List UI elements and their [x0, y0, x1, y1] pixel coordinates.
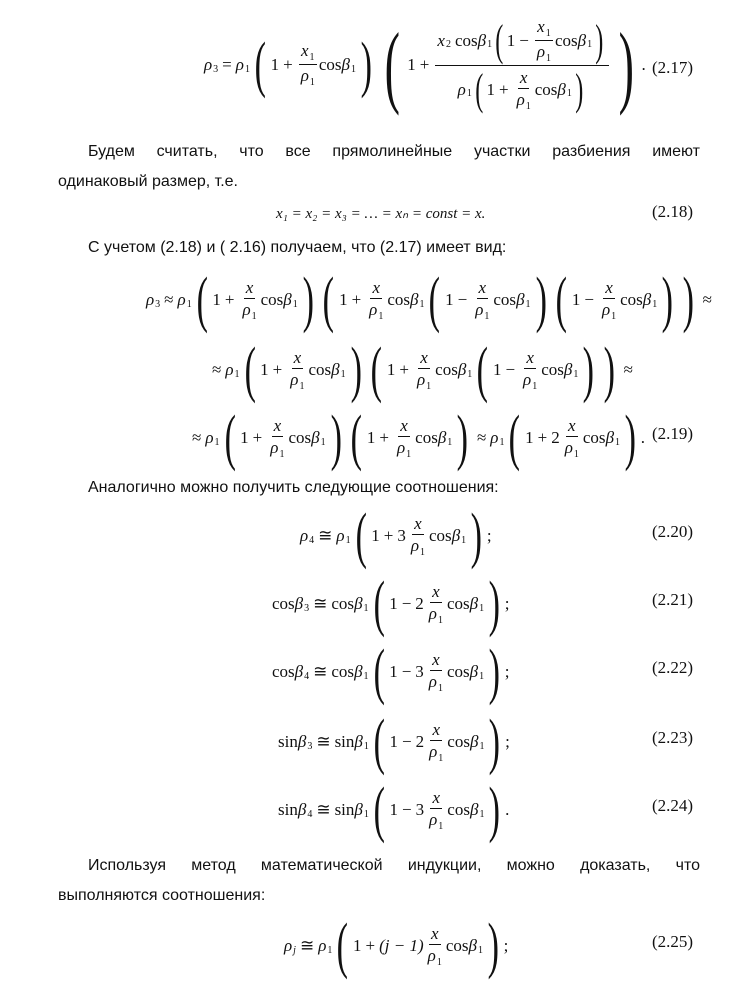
paragraph-1-line-1: Будем считать, что все прямолинейные участки разбиения имеют [88, 143, 700, 160]
equation-2-19-line-3: ≈ ρ 1 ( 1 + $\frac{x}{\rho_1}$ cos β 1 ) ( 1 + $\frac{x}{\rho_1}$ cos β 1 ) ≈ ρ 1 ( 1 + 2 $\frac{x}{\rho_1}$ cos β 1 ) . [192, 404, 645, 472]
equation-number-2-20: (2.20) [652, 522, 694, 541]
paragraph-4-line-1: Используя метод математической индукции, можно доказать, что [88, 857, 700, 874]
equation-2-21: cos β 3 ≅ cos β 1 ( 1 − 2 $\frac{x}{\rho_1}$ cos β 1 ) ; [272, 570, 510, 638]
equation-2-17: ρ 3 = ρ 1 ( 1 + $\frac{x_1}{\rho_1}$ cos β 1 ) ( 1 + x 2 cos β 1 ( 1 − $\frac{x_1}{\rho_1}$ cos β 1 ) ρ 1 ( 1 + $\frac{x}{\rho_1}$ cos β 1 ) ) . [204, 14, 646, 116]
equation-number-2-23: (2.23) [652, 728, 694, 747]
equation-number-2-22: (2.22) [652, 658, 694, 677]
equation-number-2-25: (2.25) [652, 932, 694, 951]
equation-2-20: ρ 4 ≅ ρ 1 ( 1 + 3 $\frac{x}{\rho_1}$ cos β 1 ) ; [300, 502, 492, 570]
equation-2-19-line-1: ρ 3 ≈ ρ 1 ( 1 + $\frac{x}{\rho_1}$ cos β 1 ) ( 1 + $\frac{x}{\rho_1}$ cos β 1 ( 1 − $\frac{x}{\rho_1}$ cos β 1 ) ( 1 − $\frac{x}{\rho_1}$ cos β 1 ) ) ≈ [146, 266, 712, 334]
equation-number-2-24: (2.24) [652, 796, 694, 815]
equation-2-23: sin β 3 ≅ sin β 1 ( 1 − 2 $\frac{x}{\rho_1}$ cos β 1 ) ; [278, 708, 510, 776]
equation-number-2-18: (2.18) [652, 202, 694, 221]
paragraph-1-line-2: одинаковый размер, т.е. [58, 173, 238, 190]
paragraph-3: Аналогично можно получить следующие соотношения: [88, 479, 499, 496]
equation-number-2-21: (2.21) [652, 590, 694, 609]
paragraph-2: С учетом (2.18) и ( 2.16) получаем, что (2.17) имеет вид: [88, 239, 507, 256]
equation-number-2-17: (2.17) [652, 58, 694, 77]
equation-2-22: cos β 4 ≅ cos β 1 ( 1 − 3 $\frac{x}{\rho_1}$ cos β 1 ) ; [272, 638, 510, 706]
equation-2-24: sin β 4 ≅ sin β 1 ( 1 − 3 $\frac{x}{\rho_1}$ cos β 1 ) . [278, 776, 510, 844]
equation-2-19-line-2: ≈ ρ 1 ( 1 + $\frac{x}{\rho_1}$ cos β 1 ) ( 1 + $\frac{x}{\rho_1}$ cos β 1 ( 1 − $\frac{x}{\rho_1}$ cos β 1 ) ) ≈ [212, 336, 634, 404]
paragraph-4-line-2: выполняются соотношения: [58, 887, 266, 904]
equation-number-2-19: (2.19) [652, 424, 694, 443]
equation-2-18: x₁ = x₂ = x₃ = … = xₙ = const = x. [276, 206, 486, 222]
equation-2-25: ρ j ≅ ρ 1 ( 1 + (j − 1) $\frac{x}{\rho_1}$ cos β 1 ) ; [284, 912, 509, 980]
